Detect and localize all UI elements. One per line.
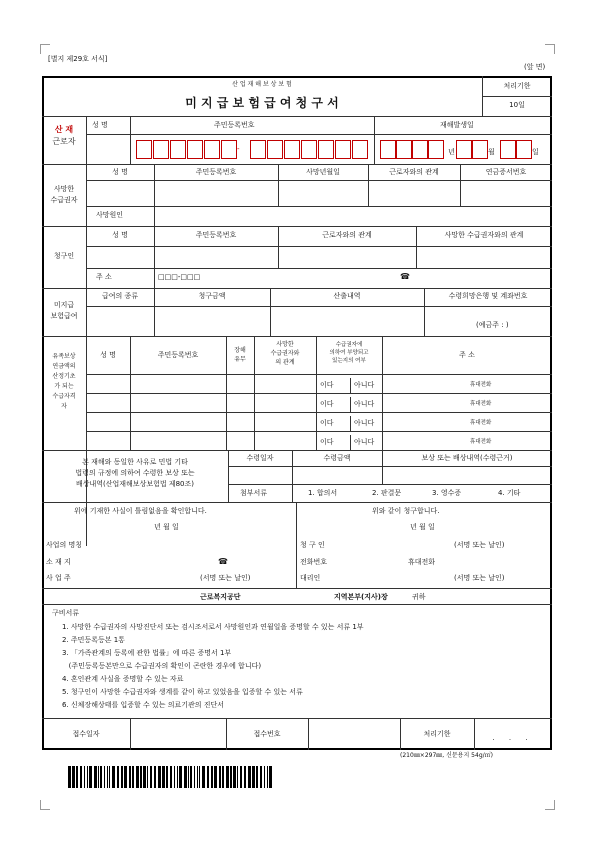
divider <box>350 397 351 412</box>
claimant-col-name: 성 명 <box>112 231 128 239</box>
divider <box>350 435 351 450</box>
docs-item: 6. 신체장해상태를 입증할 수 있는 의료기관의 진단서 <box>62 701 225 709</box>
form-number: [별지 제29호 서식] <box>48 55 108 63</box>
divider <box>474 718 475 750</box>
barcode-bar <box>179 766 182 788</box>
bereaved-col-relation: 사망한 수급권자와 의 관계 <box>270 341 300 366</box>
divider <box>154 268 155 288</box>
digit-box[interactable] <box>352 140 368 159</box>
divider <box>42 718 552 719</box>
barcode-bar <box>256 766 258 788</box>
barcode-bar <box>269 766 272 788</box>
dependent-no-option[interactable]: 아니다 <box>354 438 375 446</box>
barcode-bar <box>211 766 213 788</box>
settlement-col-amount: 수령금액 <box>323 454 351 462</box>
barcode-bar <box>112 766 115 788</box>
settlement-col-date: 수령일자 <box>246 454 274 462</box>
barcode-bar <box>222 766 224 788</box>
settlement-col-detail: 보상 또는 배상내역(수령근거) <box>421 454 513 462</box>
barcode-bar <box>100 766 102 788</box>
barcode-bar <box>140 766 142 788</box>
divider <box>86 268 552 269</box>
barcode-bar <box>219 766 221 788</box>
attachment-item-2: 2. 판결문 <box>372 489 402 497</box>
settlement-label: 본 재해와 동일한 사유로 민법 기타 법령의 규정에 의하여 수령한 보상 또는 배상내역(산업재해보상보험법 제80조) <box>75 458 195 488</box>
accident-date-header: 재해발생일 <box>440 121 474 129</box>
mobile-label: 휴대전화 <box>470 382 492 388</box>
divider <box>86 412 552 413</box>
barcode-bar <box>136 766 139 788</box>
docs-title: 구비서류 <box>52 609 80 617</box>
barcode-bar <box>240 766 242 788</box>
phone-label: 전화번호 <box>300 558 328 566</box>
divider <box>42 288 552 289</box>
benefit-col-bank: 수령희망은행 및 계좌번호 <box>448 292 528 300</box>
divider <box>42 502 552 503</box>
divider <box>86 180 552 181</box>
divider <box>482 96 552 97</box>
bereaved-col-name: 성 명 <box>100 351 116 359</box>
barcode-bar <box>147 766 148 788</box>
claimant-sign-label: 청 구 인 <box>300 541 325 549</box>
death-cause-label: 사망원인 <box>96 211 124 219</box>
processing-days: 10일 <box>509 101 525 109</box>
divider <box>86 206 552 207</box>
form-title: 미 지 급 보 험 급 여 청 구 서 <box>185 96 339 110</box>
docs-item: (주민등록등본만으로 수급권자의 확인이 곤란한 경우에 합니다) <box>62 662 262 670</box>
barcode-bar <box>121 766 123 788</box>
barcode-bar <box>194 766 195 788</box>
digit-box[interactable] <box>456 140 472 159</box>
barcode-bar <box>166 766 168 788</box>
digit-box[interactable] <box>318 140 334 159</box>
barcode-bar <box>174 766 175 788</box>
divider <box>86 374 552 375</box>
mobile-label: 휴대전화 <box>470 401 492 407</box>
divider <box>292 484 293 502</box>
barcode-bar <box>109 766 110 788</box>
dependent-yes-option[interactable]: 이다 <box>320 381 334 389</box>
branch-name: 지역본부(지사)장 <box>334 593 388 601</box>
divider <box>296 502 297 588</box>
divider <box>42 116 552 117</box>
deceased-col-death-date: 사망년월일 <box>306 168 340 176</box>
year-label: 년 <box>448 148 455 156</box>
digit-box[interactable] <box>284 140 300 159</box>
barcode-bar <box>143 766 146 788</box>
deceased-col-relation: 근로자와의 관계 <box>389 168 439 176</box>
docs-item: 4. 혼인관계 사실을 증명할 수 있는 자료 <box>62 675 184 683</box>
docs-item: 5. 청구인이 사망한 수급권자와 생계를 같이 하고 있었음을 입증할 수 있는 서류 <box>62 688 303 696</box>
worker-rrn-header: 주민등록번호 <box>214 121 255 129</box>
barcode-bar <box>117 766 119 788</box>
barcode-bar <box>214 766 217 788</box>
deadline-value: . . . <box>492 734 534 742</box>
divider <box>228 466 552 467</box>
benefit-col-type: 급여의 종류 <box>101 292 139 300</box>
divider <box>42 588 552 589</box>
digit-box[interactable] <box>412 140 428 159</box>
deceased-label: 사망한 수급권자 <box>50 185 78 204</box>
divider <box>228 484 552 485</box>
deceased-col-pension-no: 연금증서번호 <box>485 168 527 176</box>
confirm-statement: 위에 기재한 사실이 틀림없음을 확인합니다. <box>74 507 207 515</box>
barcode-bar <box>190 766 192 788</box>
divider <box>154 206 155 226</box>
digit-box[interactable] <box>516 140 532 159</box>
paper-spec: (210㎜×297㎜, 신문용지 54g/㎡) <box>400 752 493 759</box>
crop-mark <box>40 44 50 54</box>
deceased-col-rrn: 주민등록번호 <box>195 168 237 176</box>
receipt-no-label: 접수번호 <box>253 730 281 738</box>
barcode-bar <box>72 766 75 788</box>
depositor-label: (예금주 : ) <box>476 321 509 329</box>
barcode-bar <box>150 766 152 788</box>
claimant-col-relation: 근로자와의 관계 <box>322 231 372 239</box>
digit-box[interactable] <box>500 140 516 159</box>
digit-box[interactable] <box>187 140 203 159</box>
divider <box>350 416 351 431</box>
divider <box>86 134 552 135</box>
digit-box[interactable] <box>153 140 169 159</box>
crop-mark <box>545 800 555 810</box>
owner-label: 사 업 주 <box>46 574 71 582</box>
digit-box[interactable] <box>221 140 237 159</box>
addressee: 귀하 <box>412 593 426 601</box>
claim-statement: 위와 같이 청구합니다. <box>372 507 440 515</box>
divider <box>86 393 552 394</box>
digit-box[interactable] <box>136 140 152 159</box>
digit-box[interactable] <box>267 140 283 159</box>
digit-box[interactable] <box>250 140 266 159</box>
benefit-col-amount: 청구금액 <box>198 292 226 300</box>
divider <box>130 718 131 750</box>
attachment-item-4: 4. 기타 <box>498 489 521 497</box>
confirm-date: 년 월 일 <box>154 523 179 531</box>
dependent-yes-option[interactable]: 이다 <box>320 400 334 408</box>
barcode-bar <box>252 766 255 788</box>
barcode-bar <box>226 766 229 788</box>
divider <box>42 604 552 605</box>
barcode-bar <box>154 766 156 788</box>
barcode-bar <box>87 766 88 788</box>
org-label: 산 업 재 해 보 상 보 험 <box>232 81 292 88</box>
barcode-bar <box>132 766 134 788</box>
worker-name-header: 성 명 <box>92 121 108 129</box>
divider <box>308 718 309 750</box>
dependent-yes-option[interactable]: 이다 <box>320 419 334 427</box>
digit-box[interactable] <box>335 140 351 159</box>
phone-icon: ☎ <box>400 272 410 281</box>
barcode-bar <box>207 766 209 788</box>
attachment-item-3: 3. 영수증 <box>432 489 462 497</box>
deadline-label: 처리기한 <box>423 730 451 738</box>
bereaved-col-dependent: 수급권자에 의하여 부양되고 있는지의 여부 <box>329 342 369 364</box>
digit-box[interactable] <box>204 140 220 159</box>
barcode-bar <box>84 766 85 788</box>
docs-item: 3. 「가족관계의 등록에 관한 법률」에 따른 증명서 1부 <box>62 649 232 657</box>
dependent-yes-option[interactable]: 이다 <box>320 438 334 446</box>
attachment-item-1: 1. 합의서 <box>308 489 338 497</box>
worker-label-2: 근로자 <box>52 137 76 146</box>
divider <box>42 164 552 165</box>
barcode-bar <box>199 766 200 788</box>
corp-name: 근로복지공단 <box>200 593 241 601</box>
address-label: 주 소 <box>96 273 112 281</box>
owner-signature: (서명 또는 날인) <box>200 574 251 582</box>
day-label: 일 <box>532 148 539 156</box>
rrn-dash: - <box>237 145 240 153</box>
deceased-col-name: 성 명 <box>112 168 128 176</box>
postal-code[interactable]: □□□-□□□ <box>158 273 201 281</box>
month-label: 월 <box>488 148 495 156</box>
barcode-bar <box>124 766 127 788</box>
divider <box>86 306 552 307</box>
digit-box[interactable] <box>170 140 186 159</box>
agent-label: 대리인 <box>300 574 321 582</box>
barcode-bar <box>104 766 105 788</box>
claimant-col-deceased-relation: 사망한 수급권자와의 관계 <box>444 231 524 239</box>
mobile-label: 휴대전화 <box>470 420 492 426</box>
docs-item: 1. 사망한 수급권자의 사망진단서 또는 검시조서로서 사망원인과 연월일을 증명할 수 있는 서류 1부 <box>62 623 364 631</box>
barcode-bar <box>68 766 71 788</box>
crop-mark <box>40 800 50 810</box>
barcode-bar <box>237 766 238 788</box>
processing-label: 처리기한 <box>503 82 531 90</box>
divider <box>374 116 375 164</box>
dependent-no-option[interactable]: 아니다 <box>354 400 375 408</box>
crop-mark <box>545 44 555 54</box>
barcode-bar <box>80 766 82 788</box>
docs-item: 2. 주민등록등본 1통 <box>62 636 125 644</box>
digit-box[interactable] <box>428 140 444 159</box>
barcode-bar <box>107 766 108 788</box>
barcode-bar <box>233 766 236 788</box>
barcode-bar <box>202 766 205 788</box>
barcode-bar <box>162 766 165 788</box>
barcode-bar <box>267 766 268 788</box>
barcode-bar <box>264 766 265 788</box>
barcode-bar <box>98 766 99 788</box>
divider <box>86 246 552 247</box>
benefit-label: 미지급 보험급여 <box>50 301 78 320</box>
dependent-no-option[interactable]: 아니다 <box>354 419 375 427</box>
receipt-date-label: 접수일자 <box>72 730 100 738</box>
divider <box>130 116 131 164</box>
divider <box>86 431 552 432</box>
barcode-bar <box>170 766 172 788</box>
benefit-col-calc: 산출내역 <box>333 292 361 300</box>
digit-box[interactable] <box>301 140 317 159</box>
barcode-bar <box>94 766 97 788</box>
barcode-bar <box>129 766 131 788</box>
mobile-label: 휴대전화 <box>408 558 436 566</box>
phone-icon: ☎ <box>218 557 228 566</box>
dependent-no-option[interactable]: 아니다 <box>354 381 375 389</box>
divider <box>42 226 552 227</box>
digit-box[interactable] <box>396 140 412 159</box>
divider <box>350 378 351 393</box>
barcode-bar <box>177 766 178 788</box>
divider <box>42 450 552 451</box>
divider <box>42 336 552 337</box>
claim-date: 년 월 일 <box>410 523 435 531</box>
worker-label: 산 재 <box>54 125 74 134</box>
claimant-signature: (서명 또는 날인) <box>454 541 505 549</box>
attachment-label: 첨부서류 <box>240 489 268 497</box>
business-name-label: 사업의 명칭 <box>46 541 83 549</box>
barcode-bar <box>158 766 161 788</box>
barcode-bar <box>76 766 78 788</box>
agent-signature: (서명 또는 날인) <box>454 574 505 582</box>
bereaved-col-disability: 장해 유무 <box>234 347 246 363</box>
mobile-label: 휴대전화 <box>470 439 492 445</box>
barcode-bar <box>188 766 189 788</box>
claimant-label: 청구인 <box>53 252 75 260</box>
page-side: (앞 면) <box>524 63 546 71</box>
bereaved-label: 유족보상 연금액의 산정기초 가 되는 수급자격 자 <box>52 353 76 410</box>
barcode-bar <box>230 766 232 788</box>
barcode-bar <box>89 766 92 788</box>
barcode-bar <box>184 766 187 788</box>
barcode-bar <box>260 766 262 788</box>
bereaved-col-address: 주 소 <box>459 351 475 359</box>
barcode-bar <box>244 766 246 788</box>
digit-box[interactable] <box>380 140 396 159</box>
bereaved-col-rrn: 주민등록번호 <box>157 351 199 359</box>
barcode <box>68 766 272 788</box>
barcode-bar <box>197 766 198 788</box>
barcode-bar <box>248 766 251 788</box>
claimant-col-rrn: 주민등록번호 <box>195 231 237 239</box>
location-label: 소 재 지 <box>46 558 71 566</box>
digit-box[interactable] <box>472 140 488 159</box>
